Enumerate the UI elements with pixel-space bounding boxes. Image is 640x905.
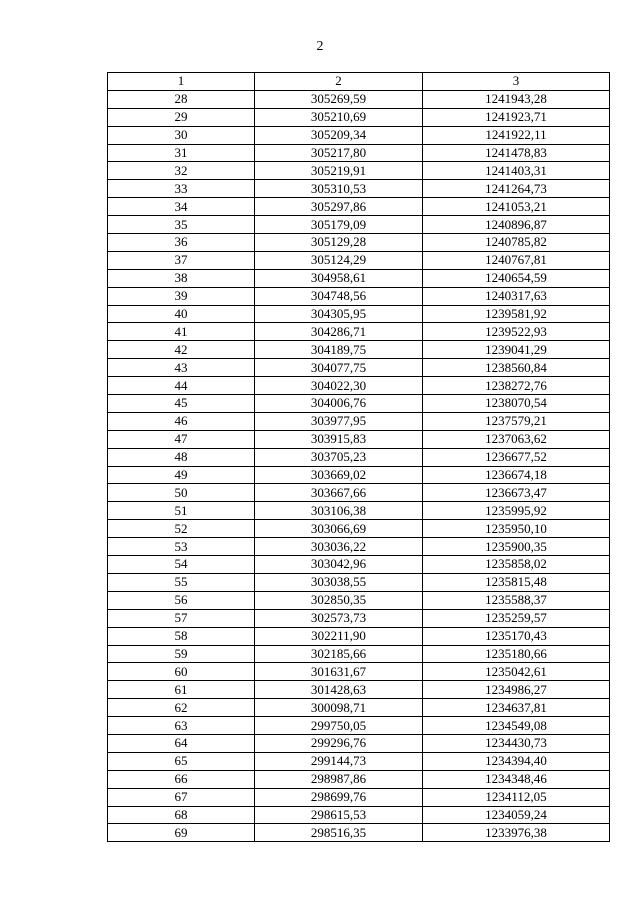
table-row (108, 395, 610, 413)
table-row (108, 573, 610, 591)
x-coordinate-cell: 304189,75 (255, 341, 423, 359)
y-coordinate-cell: 1235950,10 (423, 520, 610, 538)
x-coordinate-cell: 301631,67 (255, 663, 423, 681)
point-number-cell: 43 (108, 359, 255, 377)
y-coordinate-cell: 1234637,81 (423, 699, 610, 717)
point-number-cell: 60 (108, 663, 255, 681)
x-coordinate-cell: 304305,95 (255, 305, 423, 323)
point-number-cell: 66 (108, 770, 255, 788)
table-row (108, 251, 610, 269)
y-coordinate-cell: 1234394,40 (423, 752, 610, 770)
x-coordinate-cell: 298699,76 (255, 788, 423, 806)
point-number-cell: 68 (108, 806, 255, 824)
x-coordinate-cell: 305219,91 (255, 162, 423, 180)
y-coordinate-cell: 1238272,76 (423, 377, 610, 395)
y-coordinate-cell: 1235042,61 (423, 663, 610, 681)
table-row (108, 627, 610, 645)
x-coordinate-cell: 300098,71 (255, 699, 423, 717)
x-coordinate-cell: 299750,05 (255, 717, 423, 735)
x-coordinate-cell: 303042,96 (255, 556, 423, 574)
x-coordinate-cell: 305129,28 (255, 234, 423, 252)
x-coordinate-cell: 303066,69 (255, 520, 423, 538)
x-coordinate-cell: 299296,76 (255, 734, 423, 752)
y-coordinate-cell: 1241943,28 (423, 90, 610, 108)
y-coordinate-cell: 1235588,37 (423, 591, 610, 609)
table-row (108, 269, 610, 287)
point-number-cell: 47 (108, 430, 255, 448)
table-row (108, 287, 610, 305)
point-number-cell: 46 (108, 412, 255, 430)
point-number-cell: 36 (108, 234, 255, 252)
table-row (108, 681, 610, 699)
point-number-cell: 42 (108, 341, 255, 359)
y-coordinate-cell: 1235180,66 (423, 645, 610, 663)
y-coordinate-cell: 1237063,62 (423, 430, 610, 448)
table-row (108, 108, 610, 126)
x-coordinate-cell: 303036,22 (255, 538, 423, 556)
point-number-cell: 31 (108, 144, 255, 162)
point-number-cell: 69 (108, 824, 255, 842)
table-row (108, 323, 610, 341)
x-coordinate-cell: 305310,53 (255, 180, 423, 198)
x-coordinate-cell: 302573,73 (255, 609, 423, 627)
x-coordinate-cell: 303669,02 (255, 466, 423, 484)
point-number-cell: 55 (108, 573, 255, 591)
y-coordinate-cell: 1234549,08 (423, 717, 610, 735)
y-coordinate-cell: 1235995,92 (423, 502, 610, 520)
point-number-cell: 67 (108, 788, 255, 806)
point-number-cell: 62 (108, 699, 255, 717)
x-coordinate-cell: 303915,83 (255, 430, 423, 448)
point-number-cell: 45 (108, 395, 255, 413)
y-coordinate-cell: 1241264,73 (423, 180, 610, 198)
point-number-cell: 49 (108, 466, 255, 484)
table-row (108, 216, 610, 234)
x-coordinate-cell: 303705,23 (255, 448, 423, 466)
x-coordinate-cell: 302850,35 (255, 591, 423, 609)
y-coordinate-cell: 1235900,35 (423, 538, 610, 556)
point-number-cell: 33 (108, 180, 255, 198)
table-row (108, 162, 610, 180)
page-number: 2 (316, 39, 324, 54)
x-coordinate-cell: 305269,59 (255, 90, 423, 108)
table-row (108, 412, 610, 430)
y-coordinate-cell: 1236673,47 (423, 484, 610, 502)
point-number-cell: 64 (108, 734, 255, 752)
x-coordinate-cell: 303106,38 (255, 502, 423, 520)
table-row (108, 538, 610, 556)
y-coordinate-cell: 1239581,92 (423, 305, 610, 323)
point-number-cell: 50 (108, 484, 255, 502)
y-coordinate-cell: 1238070,54 (423, 395, 610, 413)
table-row (108, 502, 610, 520)
x-coordinate-cell: 304748,56 (255, 287, 423, 305)
table-row (108, 556, 610, 574)
table-row (108, 609, 610, 627)
x-coordinate-cell: 305210,69 (255, 108, 423, 126)
point-number-cell: 58 (108, 627, 255, 645)
table-row (108, 770, 610, 788)
point-number-cell: 34 (108, 198, 255, 216)
y-coordinate-cell: 1240896,87 (423, 216, 610, 234)
x-coordinate-cell: 305297,86 (255, 198, 423, 216)
x-coordinate-cell: 302211,90 (255, 627, 423, 645)
point-number-cell: 39 (108, 287, 255, 305)
point-number-cell: 29 (108, 108, 255, 126)
point-number-cell: 35 (108, 216, 255, 234)
table-row (108, 824, 610, 842)
x-coordinate-cell: 303038,55 (255, 573, 423, 591)
table-row (108, 484, 610, 502)
table-row (108, 359, 610, 377)
point-number-cell: 54 (108, 556, 255, 574)
y-coordinate-cell: 1235858,02 (423, 556, 610, 574)
y-coordinate-cell: 1240317,63 (423, 287, 610, 305)
y-coordinate-cell: 1239041,29 (423, 341, 610, 359)
x-coordinate-cell: 299144,73 (255, 752, 423, 770)
x-coordinate-cell: 303977,95 (255, 412, 423, 430)
y-coordinate-cell: 1236677,52 (423, 448, 610, 466)
point-number-cell: 56 (108, 591, 255, 609)
y-coordinate-cell: 1234059,24 (423, 806, 610, 824)
point-number-cell: 63 (108, 717, 255, 735)
table-body (108, 90, 610, 841)
point-number-cell: 52 (108, 520, 255, 538)
table-row (108, 645, 610, 663)
y-coordinate-cell: 1241053,21 (423, 198, 610, 216)
x-coordinate-cell: 298516,35 (255, 824, 423, 842)
table-row (108, 520, 610, 538)
y-coordinate-cell: 1234430,73 (423, 734, 610, 752)
table-row (108, 663, 610, 681)
y-coordinate-cell: 1234986,27 (423, 681, 610, 699)
y-coordinate-cell: 1234348,46 (423, 770, 610, 788)
point-number-cell: 37 (108, 251, 255, 269)
y-coordinate-cell: 1235815,48 (423, 573, 610, 591)
table-header (108, 73, 610, 91)
x-coordinate-cell: 302185,66 (255, 645, 423, 663)
x-coordinate-cell: 305124,29 (255, 251, 423, 269)
point-number-cell: 51 (108, 502, 255, 520)
point-number-cell: 41 (108, 323, 255, 341)
point-number-cell: 53 (108, 538, 255, 556)
y-coordinate-cell: 1236674,18 (423, 466, 610, 484)
y-coordinate-cell: 1237579,21 (423, 412, 610, 430)
x-coordinate-cell: 305209,34 (255, 126, 423, 144)
table-row (108, 734, 610, 752)
x-coordinate-cell: 304006,76 (255, 395, 423, 413)
table-row (108, 591, 610, 609)
table-row (108, 752, 610, 770)
point-number-cell: 65 (108, 752, 255, 770)
column-header-1: 1 (108, 73, 255, 91)
x-coordinate-cell: 304022,30 (255, 377, 423, 395)
point-number-cell: 44 (108, 377, 255, 395)
table-row (108, 341, 610, 359)
point-number-cell: 30 (108, 126, 255, 144)
table-row (108, 430, 610, 448)
x-coordinate-cell: 305217,80 (255, 144, 423, 162)
y-coordinate-cell: 1235170,43 (423, 627, 610, 645)
table-row (108, 788, 610, 806)
point-number-cell: 40 (108, 305, 255, 323)
y-coordinate-cell: 1240785,82 (423, 234, 610, 252)
table-row (108, 180, 610, 198)
x-coordinate-cell: 301428,63 (255, 681, 423, 699)
column-header-2: 2 (255, 73, 423, 91)
x-coordinate-cell: 303667,66 (255, 484, 423, 502)
x-coordinate-cell: 304958,61 (255, 269, 423, 287)
x-coordinate-cell: 304286,71 (255, 323, 423, 341)
table-row (108, 126, 610, 144)
table-row (108, 144, 610, 162)
table-row (108, 234, 610, 252)
point-number-cell: 57 (108, 609, 255, 627)
y-coordinate-cell: 1241923,71 (423, 108, 610, 126)
coordinates-table (107, 72, 610, 842)
y-coordinate-cell: 1240767,81 (423, 251, 610, 269)
point-number-cell: 32 (108, 162, 255, 180)
y-coordinate-cell: 1241403,31 (423, 162, 610, 180)
column-header-3: 3 (423, 73, 610, 91)
y-coordinate-cell: 1239522,93 (423, 323, 610, 341)
x-coordinate-cell: 298615,53 (255, 806, 423, 824)
table-row (108, 90, 610, 108)
table-row (108, 305, 610, 323)
table-row (108, 198, 610, 216)
y-coordinate-cell: 1233976,38 (423, 824, 610, 842)
x-coordinate-cell: 305179,09 (255, 216, 423, 234)
point-number-cell: 48 (108, 448, 255, 466)
header-row (108, 73, 610, 91)
y-coordinate-cell: 1240654,59 (423, 269, 610, 287)
table-row (108, 377, 610, 395)
table-row (108, 448, 610, 466)
point-number-cell: 28 (108, 90, 255, 108)
y-coordinate-cell: 1238560,84 (423, 359, 610, 377)
y-coordinate-cell: 1241922,11 (423, 126, 610, 144)
x-coordinate-cell: 298987,86 (255, 770, 423, 788)
table-row (108, 699, 610, 717)
table-row (108, 717, 610, 735)
point-number-cell: 59 (108, 645, 255, 663)
point-number-cell: 61 (108, 681, 255, 699)
point-number-cell: 38 (108, 269, 255, 287)
y-coordinate-cell: 1241478,83 (423, 144, 610, 162)
x-coordinate-cell: 304077,75 (255, 359, 423, 377)
y-coordinate-cell: 1235259,57 (423, 609, 610, 627)
table-row (108, 806, 610, 824)
table-row (108, 466, 610, 484)
y-coordinate-cell: 1234112,05 (423, 788, 610, 806)
